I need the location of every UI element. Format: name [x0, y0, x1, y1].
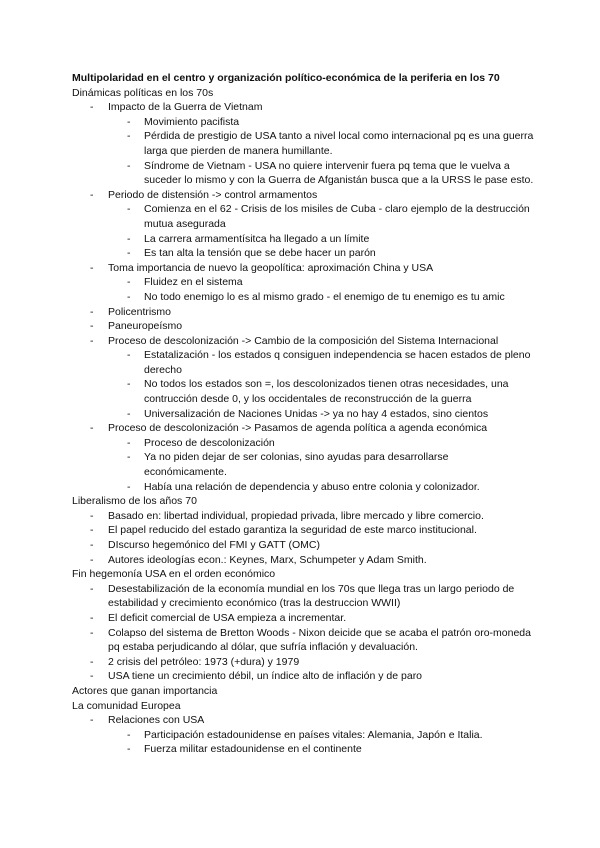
list-item	[72, 100, 532, 115]
bullet-dash: -	[127, 451, 131, 464]
list-item	[72, 261, 532, 276]
bullet-dash: -	[90, 334, 94, 347]
bullet-dash: -	[127, 130, 131, 143]
bullet-dash: -	[90, 714, 94, 727]
section-heading: Actores que ganan importancia	[72, 684, 218, 697]
list-item	[72, 611, 532, 626]
bullet-dash: -	[127, 407, 131, 420]
list-item-text: Relaciones con USA	[108, 714, 205, 727]
bullet-list	[72, 509, 532, 567]
sub-list-item	[72, 290, 532, 305]
section-heading: Dinámicas políticas en los 70s	[72, 86, 214, 99]
sub-list-item	[72, 232, 532, 247]
sub-list-item	[72, 436, 532, 451]
list-item-text: DIscurso hegemónico del FMI y GATT (OMC)	[108, 539, 320, 551]
list-item	[72, 582, 532, 611]
list-item	[72, 713, 532, 728]
sub-list-item-text: Estatalización - los estados q consiguen independencia se hacen estados de pleno derecho	[144, 349, 531, 376]
bullet-dash: -	[127, 480, 131, 493]
sub-list-item-text: Movimiento pacifista	[144, 115, 240, 128]
list-item-text: Periodo de distensión -> control armamentos	[108, 188, 318, 201]
bullet-dash: -	[90, 524, 94, 537]
bullet-dash: -	[90, 320, 94, 333]
bullet-dash: -	[90, 261, 94, 274]
sub-list-item-text: Participación estadounidense en países vitales: Alemania, Japón e Italia.	[144, 728, 483, 741]
bullet-dash: -	[90, 188, 94, 201]
bullet-dash: -	[127, 232, 131, 245]
sub-list-item-text: Pérdida de prestigio de USA tanto a nivel local como internacional pq es una guerra larga que pierden de manera humillante.	[144, 130, 534, 157]
bullet-dash: -	[127, 436, 131, 449]
list-item	[72, 553, 532, 568]
sub-list-item-text: Fuerza militar estadounidense en el continente	[144, 743, 362, 756]
sub-list-item-text: Ya no piden dejar de ser colonias, sino ayudas para desarrollarse económicamente.	[144, 451, 449, 479]
list-item-text: Policentrismo	[108, 305, 172, 318]
list-item	[72, 509, 532, 524]
sub-list-item	[72, 450, 532, 479]
list-item-text: Colapso del sistema de Bretton Woods - Nixon deicide que se acaba el patrón oro-moneda pq estaba perjudicando al dólar, que sufría inflación y devaluación.	[108, 626, 531, 654]
sub-list-item	[72, 202, 532, 231]
bullet-list	[72, 582, 532, 684]
sub-list-item	[72, 129, 532, 158]
sub-list-item-text: Universalización de Naciones Unidas -> ya no hay 4 estados, sino cientos	[144, 407, 489, 420]
sub-list-item-text: Es tan alta la tensión que se debe hacer un parón	[144, 247, 376, 260]
list-item	[72, 188, 532, 203]
bullet-dash: -	[127, 378, 131, 391]
list-item	[72, 305, 532, 320]
list-item-text: Basado en: libertad individual, propiedad privada, libre mercado y libre comercio.	[108, 509, 484, 522]
bullet-dash: -	[90, 101, 94, 114]
bullet-list	[72, 100, 532, 494]
sub-list-item	[72, 246, 532, 261]
bullet-dash: -	[127, 743, 131, 756]
sub-list-item-text: Proceso de descolonización	[144, 436, 275, 449]
list-item	[72, 523, 532, 538]
list-item-text: El deficit comercial de USA empieza a incrementar.	[108, 611, 347, 624]
section-heading: Liberalismo de los años 70	[72, 495, 197, 508]
list-item	[72, 421, 532, 436]
bullet-dash: -	[127, 276, 131, 289]
bullet-dash: -	[90, 582, 94, 595]
sub-list-item-text: Había una relación de dependencia y abuso entre colonia y colonizador.	[144, 480, 480, 493]
list-item-text: Proceso de descolonización -> Pasamos de agenda política a agenda económica	[108, 422, 488, 435]
list-item	[72, 626, 532, 655]
bullet-dash: -	[127, 203, 131, 216]
list-item	[72, 334, 532, 349]
bullet-dash: -	[90, 422, 94, 435]
list-item	[72, 319, 532, 334]
sub-list-item-text: Comienza en el 62 - Crisis de los misiles de Cuba - claro ejemplo de la destrucción mutua asegurada	[144, 203, 530, 230]
sub-list-item-text: No todo enemigo lo es al mismo grado - el enemigo de tu enemigo es tu amic	[144, 290, 505, 303]
bullet-dash: -	[90, 626, 94, 639]
sub-list-item	[72, 377, 532, 406]
list-item-text: Desestabilización de la economía mundial en los 70s que llega tras un largo periodo de estabilidad y crecimiento económico (tras la destruccion WWII)	[108, 582, 515, 610]
section-heading: La comunidad Europea	[72, 699, 181, 712]
bullet-dash: -	[127, 115, 131, 128]
bullet-dash: -	[90, 539, 94, 551]
bullet-dash: -	[90, 611, 94, 624]
list-item-text: Toma importancia de nuevo la geopolítica: aproximación China y USA	[108, 261, 434, 274]
list-item	[72, 669, 532, 684]
sub-list-item	[72, 407, 532, 422]
bullet-dash: -	[90, 509, 94, 522]
list-item	[72, 538, 532, 553]
bullet-dash: -	[90, 305, 94, 318]
document-content	[72, 71, 532, 757]
sub-list-item	[72, 728, 532, 743]
sub-list-item	[72, 742, 532, 757]
sub-list-item-text: Síndrome de Vietnam - USA no quiere intervenir fuera pq tema que le vuelva a suceder lo mismo y con la Guerra de Afganistán busca que a la URSS le pase esto.	[144, 159, 534, 187]
bullet-dash: -	[127, 159, 131, 172]
sub-list-item-text: No todos los estados son =, los descolonizados tienen otras necesidades, una contrucción desde 0, y los occidentales de reconstrucción de la guerra	[144, 378, 509, 406]
sub-list-item	[72, 480, 532, 495]
bullet-dash: -	[90, 655, 94, 668]
list-item-text: El papel reducido del estado garantiza la seguridad de este marco institucional.	[108, 524, 477, 537]
list-item-text: 2 crisis del petróleo: 1973 (+dura) y 1979	[108, 655, 300, 668]
bullet-dash: -	[90, 670, 94, 683]
list-item	[72, 655, 532, 670]
sub-list-item-text: La carrera armamentísitca ha llegado a un límite	[144, 232, 370, 245]
document-title: Multipolaridad en el centro y organización político-económica de la periferia en los 70	[72, 72, 500, 84]
bullet-dash: -	[127, 290, 131, 303]
bullet-list	[72, 713, 532, 757]
bullet-dash: -	[127, 349, 131, 362]
section-heading: Fin hegemonía USA en el orden económico	[72, 568, 276, 581]
bullet-dash: -	[127, 247, 131, 260]
list-item-text: Autores ideologías econ.: Keynes, Marx, Schumpeter y Adam Smith.	[108, 553, 427, 566]
list-item-text: Impacto de la Guerra de Vietnam	[108, 101, 263, 114]
bullet-dash: -	[127, 728, 131, 741]
sub-list-item	[72, 348, 532, 377]
list-item-text: Proceso de descolonización -> Cambio de la composición del Sistema Internacional	[108, 334, 499, 347]
sub-list-item	[72, 275, 532, 290]
sub-list-item	[72, 115, 532, 130]
list-item-text: USA tiene un crecimiento débil, un índice alto de inflación y de paro	[108, 670, 423, 683]
sub-list-item-text: Fluidez en el sistema	[144, 276, 243, 289]
sub-list-item	[72, 159, 532, 188]
bullet-dash: -	[90, 553, 94, 566]
list-item-text: Paneuropeísmo	[108, 320, 183, 333]
